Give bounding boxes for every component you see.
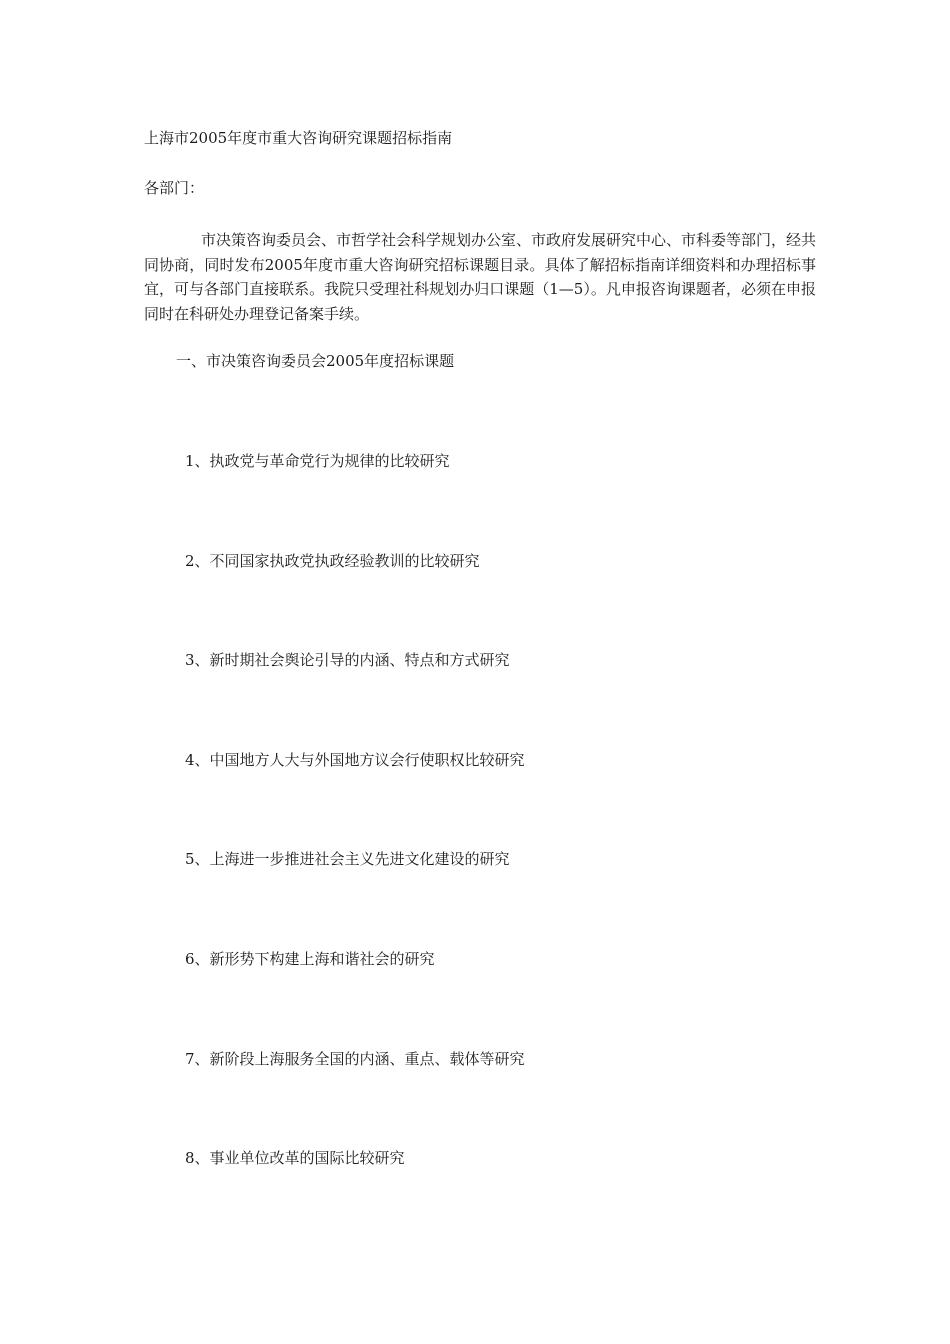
section-heading: 一、市决策咨询委员会2005年度招标课题 [176, 352, 455, 370]
topic-item: 8、事业单位改革的国际比较研究 [185, 1149, 405, 1168]
topic-item: 3、新时期社会舆论引导的内涵、特点和方式研究 [185, 651, 510, 670]
topic-item: 5、上海进一步推进社会主义先进文化建设的研究 [185, 850, 510, 869]
topic-item: 2、不同国家执政党执政经验教训的比较研究 [185, 551, 480, 570]
topic-list [185, 450, 525, 1247]
salutation: 各部门： [144, 179, 205, 197]
topic-item: 6、新形势下构建上海和谐社会的研究 [185, 949, 435, 968]
document-title: 上海市2005年度市重大咨询研究课题招标指南 [144, 129, 453, 147]
topic-item: 1、执政党与革命党行为规律的比较研究 [185, 452, 450, 470]
topic-item: 4、中国地方人大与外国地方议会行使职权比较研究 [185, 750, 525, 769]
topic-item: 7、新阶段上海服务全国的内涵、重点、载体等研究 [185, 1049, 525, 1068]
body-paragraph: 市决策咨询委员会、市哲学社会科学规划办公室、市政府发展研究中心、市科委等部门，经共同协商，同时发布2005年度市重大咨询研究招标课题目录。具体了解招标指南详细资料和办理招标事宜，可与各部门直接联系。我院只受理社科规划办归口课题（1—5）。凡申报咨询课题者，必须在申报同时在科研处办理登记备案手续。 [144, 231, 817, 323]
